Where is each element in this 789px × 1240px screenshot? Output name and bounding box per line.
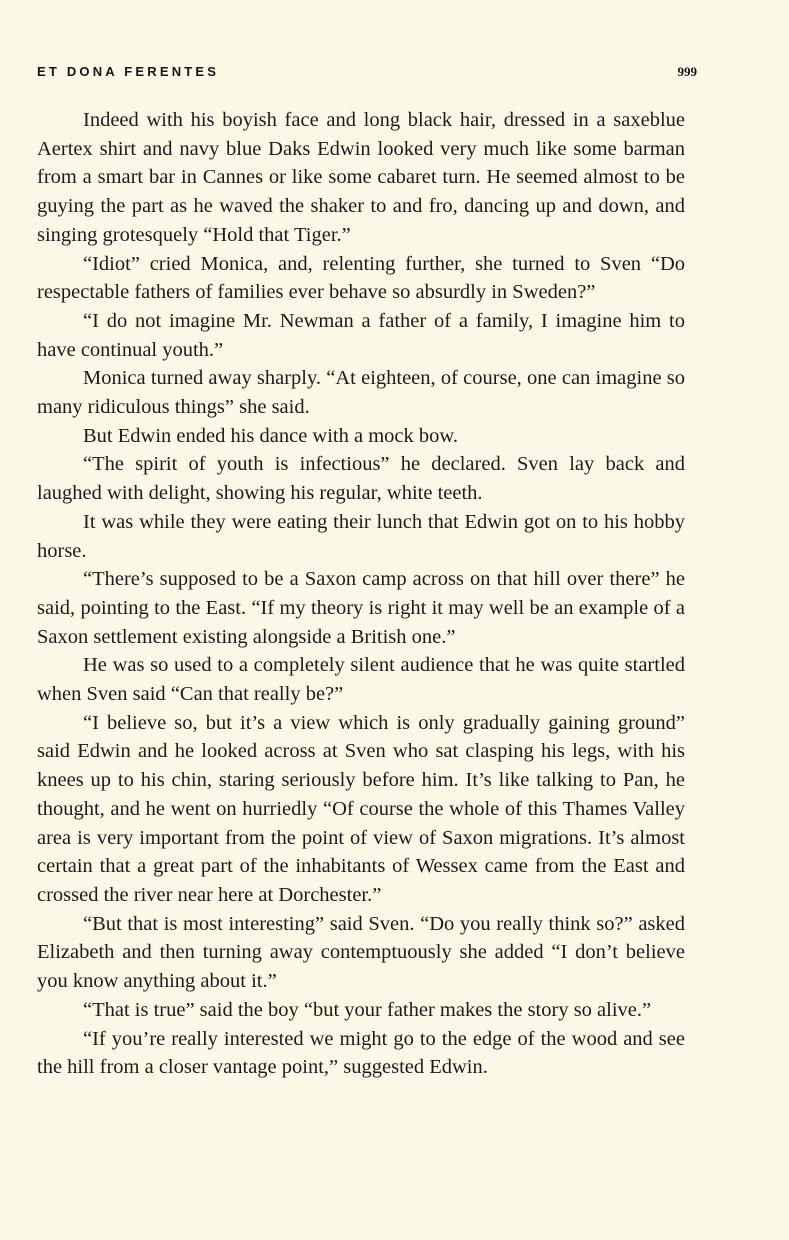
paragraph: “I believe so, but it’s a view which is only gradually gaining ground” said Edwin and he looked across at Sven who sat clasping his legs, with his knees up to his chin, staring seriously before him. It’s like talking to Pan, he thought, and he went on hurriedly “Of course the whole of this Thames Valley area is very important from the point of view of Saxon migrations. It’s almost certain that a great part of the inhabitants of Wessex came from the East and crossed the river near here at Dorchester.” xyxy=(37,711,685,906)
running-title: ET DONA FERENTES xyxy=(37,64,220,79)
paragraph: But Edwin ended his dance with a mock bow. xyxy=(83,424,458,447)
paragraph: He was so used to a completely silent audience that he was quite startled when Sven said “Can that really be?” xyxy=(37,654,685,706)
running-head xyxy=(37,64,697,84)
paragraph: It was while they were eating their lunch that Edwin got on to his hobby horse. xyxy=(37,510,685,562)
paragraph: Monica turned away sharply. “At eighteen, of course, one can imagine so many ridiculous things” she said. xyxy=(37,367,685,419)
paragraph: Indeed with his boyish face and long black hair, dressed in a saxeblue Aertex shirt and navy blue Daks Edwin looked very much like some barman from a smart bar in Cannes or like some cabaret turn. He seemed almost to be guying the part as he waved the shaker to and fro, dancing up and down, and singing grotesquely “Hold that Tiger.” xyxy=(37,109,685,246)
paragraph: “If you’re really interested we might go to the edge of the wood and see the hill from a closer vantage point,” suggested Edwin. xyxy=(37,1027,685,1079)
paragraph: “Idiot” cried Monica, and, relenting further, she turned to Sven “Do respectable fathers of families ever behave so absurdly in Sweden?” xyxy=(37,252,685,304)
paragraph: “There’s supposed to be a Saxon camp across on that hill over there” he said, pointing to the East. “If my theory is right it may well be an example of a Saxon settlement existing alongside a British one.” xyxy=(37,568,685,648)
paragraph: “That is true” said the boy “but your father makes the story so alive.” xyxy=(83,998,652,1021)
paragraph: “The spirit of youth is infectious” he declared. Sven lay back and laughed with delight, showing his regular, white teeth. xyxy=(37,453,685,505)
paragraph: “But that is most interesting” said Sven. “Do you really think so?” asked Elizabeth and then turning away contemptuously she added “I don’t believe you know anything about it.” xyxy=(37,912,685,993)
page-number: 999 xyxy=(677,64,697,79)
paragraph: “I do not imagine Mr. Newman a father of a family, I imagine him to have continual youth.” xyxy=(37,309,685,361)
body-text xyxy=(37,106,685,1082)
